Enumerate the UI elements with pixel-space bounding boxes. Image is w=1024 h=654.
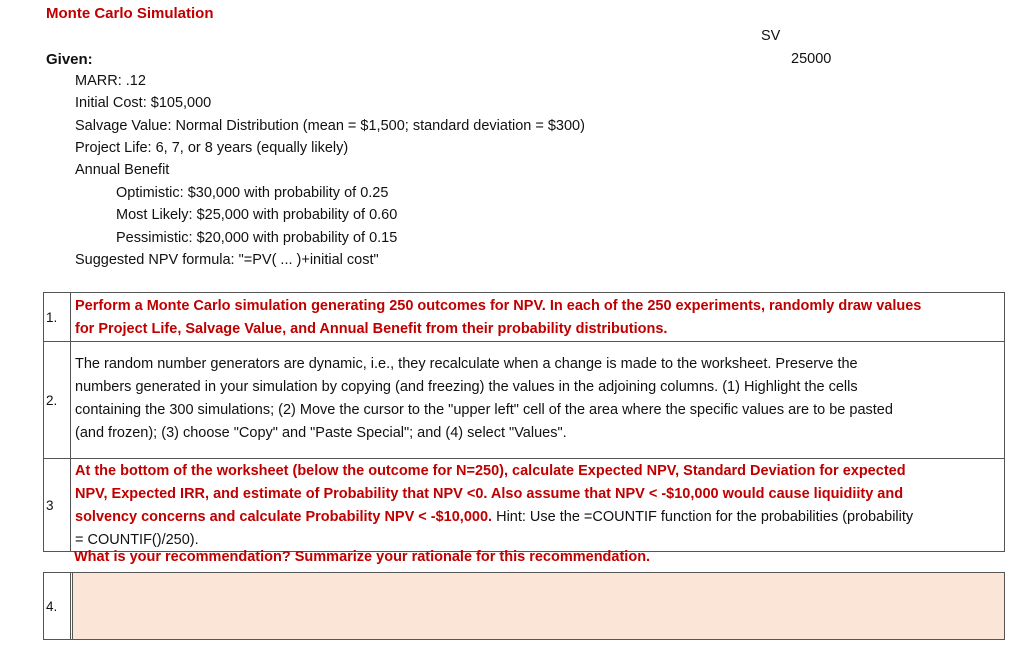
task-2-line-1: The random number generators are dynamic, i.e., they recalculate when a change is made to the worksheet. Preserve the xyxy=(75,356,858,372)
task-number-3: 3 xyxy=(44,459,71,551)
task-3-line-2: NPV, Expected IRR, and estimate of Probability that NPV <0. Also assume that NPV < -$10,000 would cause liquidiity and xyxy=(75,486,904,502)
task-3-line-3-hint: Hint: Use the =COUNTIF function for the probabilities (probability xyxy=(492,509,914,525)
initial-cost-line: Initial Cost: $105,000 xyxy=(75,95,212,111)
task-row-2 xyxy=(43,341,1005,459)
task-row-3 xyxy=(43,458,1005,552)
most-likely-line: Most Likely: $25,000 with probability of 0.60 xyxy=(116,207,398,223)
annual-benefit-line: Annual Benefit xyxy=(75,162,170,178)
task-number-2: 2. xyxy=(44,342,71,458)
pessimistic-line: Pessimistic: $20,000 with probability of 0.15 xyxy=(116,230,398,246)
task-text-1 xyxy=(75,295,1000,341)
npv-formula-line: Suggested NPV formula: "=PV( ... )+initial cost" xyxy=(75,252,379,268)
optimistic-line: Optimistic: $30,000 with probability of 0.25 xyxy=(116,185,389,201)
task-2-line-4: (and frozen); (3) choose "Copy" and "Paste Special"; and (4) select "Values". xyxy=(75,425,567,441)
salvage-value-line: Salvage Value: Normal Distribution (mean = $1,500; standard deviation = $300) xyxy=(75,118,585,134)
task-2-line-3: containing the 300 simulations; (2) Move the cursor to the "upper left" cell of the area where the specific values are to be pasted xyxy=(75,402,893,418)
task-number-1: 1. xyxy=(44,293,71,341)
task-3-line-4: = COUNTIF()/250). xyxy=(75,532,199,548)
task-1-line-1: Perform a Monte Carlo simulation generating 250 outcomes for NPV. In each of the 250 experiments, randomly draw values xyxy=(75,298,922,314)
recommendation-question: What is your recommendation? Summarize your rationale for this recommendation. xyxy=(74,549,651,565)
task-row-4 xyxy=(43,572,1005,640)
task-1-line-2: for Project Life, Salvage Value, and Annual Benefit from their probability distributions. xyxy=(75,321,668,337)
task-3-line-3-bold: solvency concerns and calculate Probability NPV < -$10,000. xyxy=(75,509,493,525)
sv-value: 25000 xyxy=(791,51,832,67)
project-life-line: Project Life: 6, 7, or 8 years (equally likely) xyxy=(75,140,349,156)
answer-input-box[interactable] xyxy=(72,573,1004,639)
marr-line: MARR: .12 xyxy=(75,73,146,89)
task-text-2 xyxy=(75,353,1000,445)
task-3-line-1: At the bottom of the worksheet (below the outcome for N=250), calculate Expected NPV, Standard Deviation for expected xyxy=(75,463,906,479)
task-number-4: 4. xyxy=(44,573,71,639)
given-label: Given: xyxy=(46,51,93,68)
task-2-line-2: numbers generated in your simulation by copying (and freezing) the values in the adjoining columns. (1) Highlight the cells xyxy=(75,379,858,395)
task-row-1 xyxy=(43,292,1005,342)
page-title: Monte Carlo Simulation xyxy=(46,5,214,22)
sv-label: SV xyxy=(761,28,781,44)
task-3-line-3 xyxy=(75,506,1000,529)
task-text-3 xyxy=(75,460,1000,552)
